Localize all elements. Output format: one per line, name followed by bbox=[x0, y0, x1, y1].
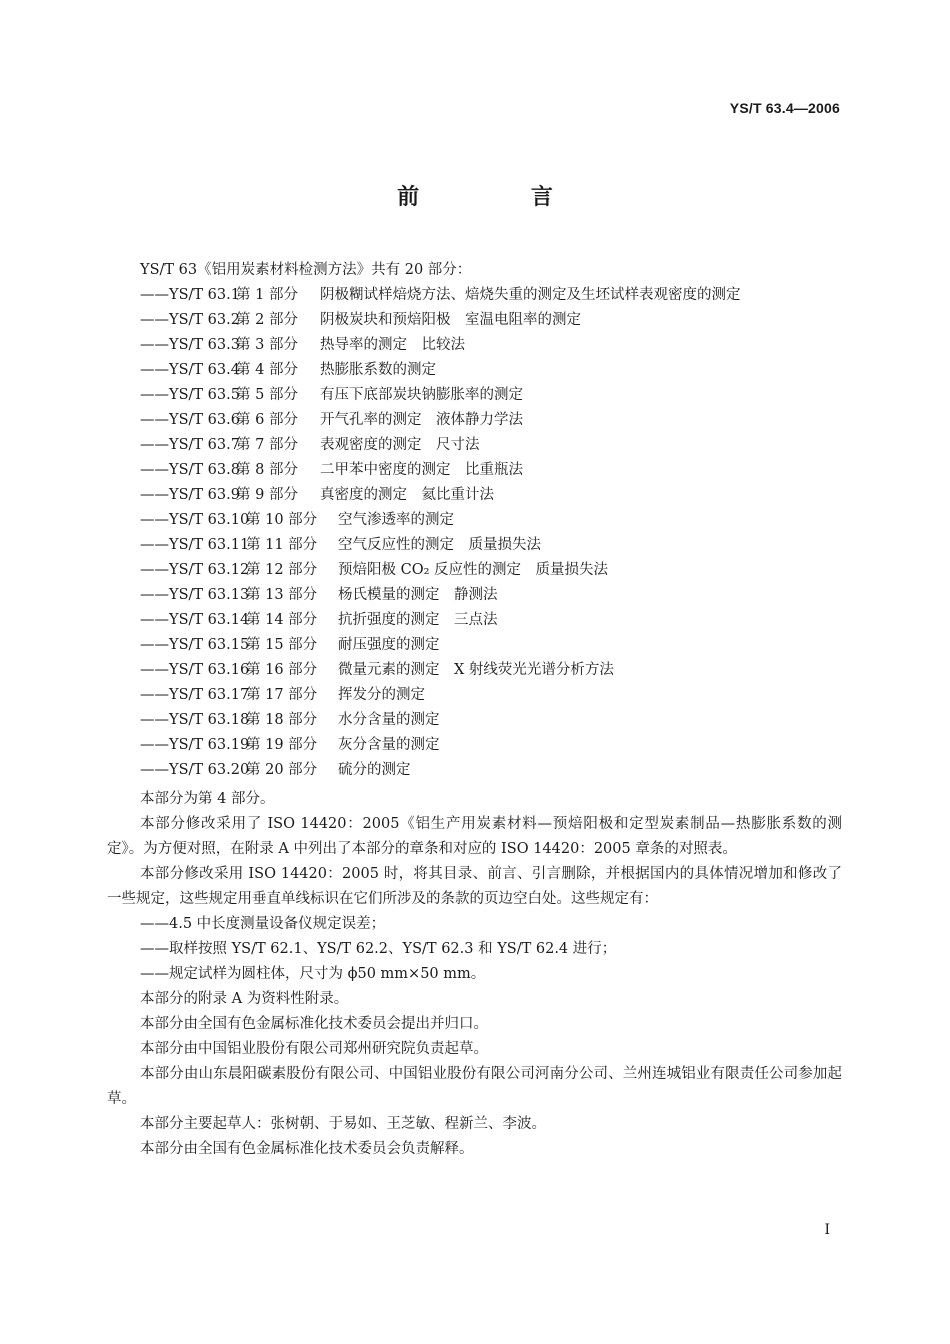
part-code: ——YS/T 63.4 bbox=[140, 362, 240, 378]
part-number: 第 17 部分 bbox=[246, 687, 318, 703]
part-name: 二甲苯中密度的测定 比重瓶法 bbox=[320, 462, 523, 478]
parts-list bbox=[140, 285, 741, 785]
part-name: 耐压强度的测定 bbox=[338, 637, 440, 653]
part-name: 硫分的测定 bbox=[338, 762, 411, 778]
standard-number: YS/T 63.4—2006 bbox=[729, 100, 840, 116]
page-title: 前 言 bbox=[397, 185, 605, 210]
body-paragraph: 本部分由中国铝业股份有限公司郑州研究院负责起草。 bbox=[140, 1041, 488, 1057]
parts-list-item bbox=[140, 285, 741, 310]
body-paragraph: 本部分由全国有色金属标准化技术委员会提出并归口。 bbox=[140, 1016, 488, 1032]
part-number: 第 6 部分 bbox=[236, 412, 298, 428]
part-number: 第 9 部分 bbox=[236, 487, 298, 503]
parts-list-item bbox=[140, 585, 741, 610]
parts-list-item bbox=[140, 610, 741, 635]
body-paragraph: 本部分的附录 A 为资料性附录。 bbox=[140, 991, 349, 1007]
part-name: 有压下底部炭块钠膨胀率的测定 bbox=[320, 387, 523, 403]
part-code: ——YS/T 63.3 bbox=[140, 337, 240, 353]
part-code: ——YS/T 63.20 bbox=[140, 762, 250, 778]
part-code: ——YS/T 63.8 bbox=[140, 462, 240, 478]
part-number: 第 20 部分 bbox=[246, 762, 318, 778]
parts-list-item bbox=[140, 485, 741, 510]
parts-list-item bbox=[140, 760, 741, 785]
parts-list-item bbox=[140, 635, 741, 660]
part-code: ——YS/T 63.14 bbox=[140, 612, 250, 628]
part-name: 挥发分的测定 bbox=[338, 687, 425, 703]
page-number: I bbox=[824, 1222, 830, 1238]
part-number: 第 12 部分 bbox=[246, 562, 318, 578]
body-paragraph: 本部分由全国有色金属标准化技术委员会负责解释。 bbox=[140, 1141, 474, 1157]
part-number: 第 16 部分 bbox=[246, 662, 318, 678]
body-paragraph: 本部分修改采用 ISO 14420：2005 时，将其目录、前言、引言删除，并根据国内的具体情况增加和修改了一些规定，这些规定用垂直单线标识在它们所涉及的条款的页边空白处。这些规定有： bbox=[107, 866, 842, 907]
parts-list-item bbox=[140, 560, 741, 585]
part-number: 第 7 部分 bbox=[236, 437, 298, 453]
part-number: 第 2 部分 bbox=[236, 312, 298, 328]
part-code: ——YS/T 63.7 bbox=[140, 437, 240, 453]
part-number: 第 18 部分 bbox=[246, 712, 318, 728]
part-code: ——YS/T 63.15 bbox=[140, 637, 250, 653]
part-number: 第 19 部分 bbox=[246, 737, 318, 753]
parts-list-item bbox=[140, 510, 741, 535]
part-name: 表观密度的测定 尺寸法 bbox=[320, 437, 480, 453]
body-paragraph: 本部分由山东晨阳碳素股份有限公司、中国铝业股份有限公司河南分公司、兰州连城铝业有限责任公司参加起草。 bbox=[107, 1066, 842, 1107]
part-code: ——YS/T 63.11 bbox=[140, 537, 250, 553]
part-code: ——YS/T 63.2 bbox=[140, 312, 240, 328]
parts-list-item bbox=[140, 460, 741, 485]
parts-list-item bbox=[140, 310, 741, 335]
part-number: 第 8 部分 bbox=[236, 462, 298, 478]
body-paragraph: ——4.5 中长度测量设备仪规定误差； bbox=[140, 916, 386, 932]
body-paragraph: ——取样按照 YS/T 62.1、YS/T 62.2、YS/T 62.3 和 YS/T 62.4 进行； bbox=[140, 941, 617, 957]
part-name: 灰分含量的测定 bbox=[338, 737, 440, 753]
parts-list-item bbox=[140, 660, 741, 685]
parts-list-item bbox=[140, 685, 741, 710]
parts-list-item bbox=[140, 335, 741, 360]
part-name: 预焙阳极 CO₂ 反应性的测定 质量损失法 bbox=[338, 562, 609, 578]
part-name: 空气渗透率的测定 bbox=[338, 512, 454, 528]
part-code: ——YS/T 63.10 bbox=[140, 512, 250, 528]
part-code: ——YS/T 63.5 bbox=[140, 387, 240, 403]
part-name: 微量元素的测定 X 射线荧光光谱分析方法 bbox=[338, 662, 614, 678]
part-name: 热膨胀系数的测定 bbox=[320, 362, 436, 378]
part-number: 第 1 部分 bbox=[236, 287, 298, 303]
part-code: ——YS/T 63.17 bbox=[140, 687, 250, 703]
part-name: 阴极炭块和预焙阳极 室温电阻率的测定 bbox=[320, 312, 581, 328]
parts-list-item bbox=[140, 435, 741, 460]
parts-list-item bbox=[140, 735, 741, 760]
part-name: 抗折强度的测定 三点法 bbox=[338, 612, 498, 628]
part-code: ——YS/T 63.1 bbox=[140, 287, 240, 303]
parts-list-item bbox=[140, 360, 741, 385]
part-number: 第 14 部分 bbox=[246, 612, 318, 628]
part-code: ——YS/T 63.12 bbox=[140, 562, 250, 578]
part-code: ——YS/T 63.19 bbox=[140, 737, 250, 753]
part-code: ——YS/T 63.13 bbox=[140, 587, 250, 603]
part-number: 第 11 部分 bbox=[246, 537, 318, 553]
part-name: 开气孔率的测定 液体静力学法 bbox=[320, 412, 523, 428]
part-number: 第 5 部分 bbox=[236, 387, 298, 403]
parts-list-item bbox=[140, 410, 741, 435]
body-paragraph: 本部分主要起草人：张树朝、于易如、王芝敏、程新兰、李波。 bbox=[140, 1116, 546, 1132]
intro-line: YS/T 63《铝用炭素材料检测方法》共有 20 部分： bbox=[140, 262, 472, 278]
part-name: 杨氏模量的测定 静测法 bbox=[338, 587, 498, 603]
parts-list-item bbox=[140, 385, 741, 410]
parts-list-item bbox=[140, 535, 741, 560]
part-code: ——YS/T 63.9 bbox=[140, 487, 240, 503]
part-code: ——YS/T 63.6 bbox=[140, 412, 240, 428]
part-number: 第 3 部分 bbox=[236, 337, 298, 353]
part-number: 第 4 部分 bbox=[236, 362, 298, 378]
body-paragraph: ——规定试样为圆柱体，尺寸为 ϕ50 mm×50 mm。 bbox=[140, 966, 486, 982]
body-paragraph: 本部分修改采用了 ISO 14420：2005《铝生产用炭素材料—预焙阳极和定型炭素制品—热膨胀系数的测定》。为方便对照，在附录 A 中列出了本部分的章条和对应的 ISO 14420：2005 章条的对照表。 bbox=[107, 816, 842, 857]
parts-list-item bbox=[140, 710, 741, 735]
part-code: ——YS/T 63.18 bbox=[140, 712, 250, 728]
part-name: 水分含量的测定 bbox=[338, 712, 440, 728]
body-paragraph: 本部分为第 4 部分。 bbox=[140, 791, 275, 807]
part-name: 空气反应性的测定 质量损失法 bbox=[338, 537, 541, 553]
part-name: 真密度的测定 氦比重计法 bbox=[320, 487, 494, 503]
part-name: 热导率的测定 比较法 bbox=[320, 337, 465, 353]
part-code: ——YS/T 63.16 bbox=[140, 662, 250, 678]
part-number: 第 15 部分 bbox=[246, 637, 318, 653]
body-text bbox=[107, 787, 842, 1162]
part-number: 第 13 部分 bbox=[246, 587, 318, 603]
part-name: 阴极糊试样焙烧方法、焙烧失重的测定及生坯试样表观密度的测定 bbox=[320, 287, 741, 303]
part-number: 第 10 部分 bbox=[246, 512, 318, 528]
